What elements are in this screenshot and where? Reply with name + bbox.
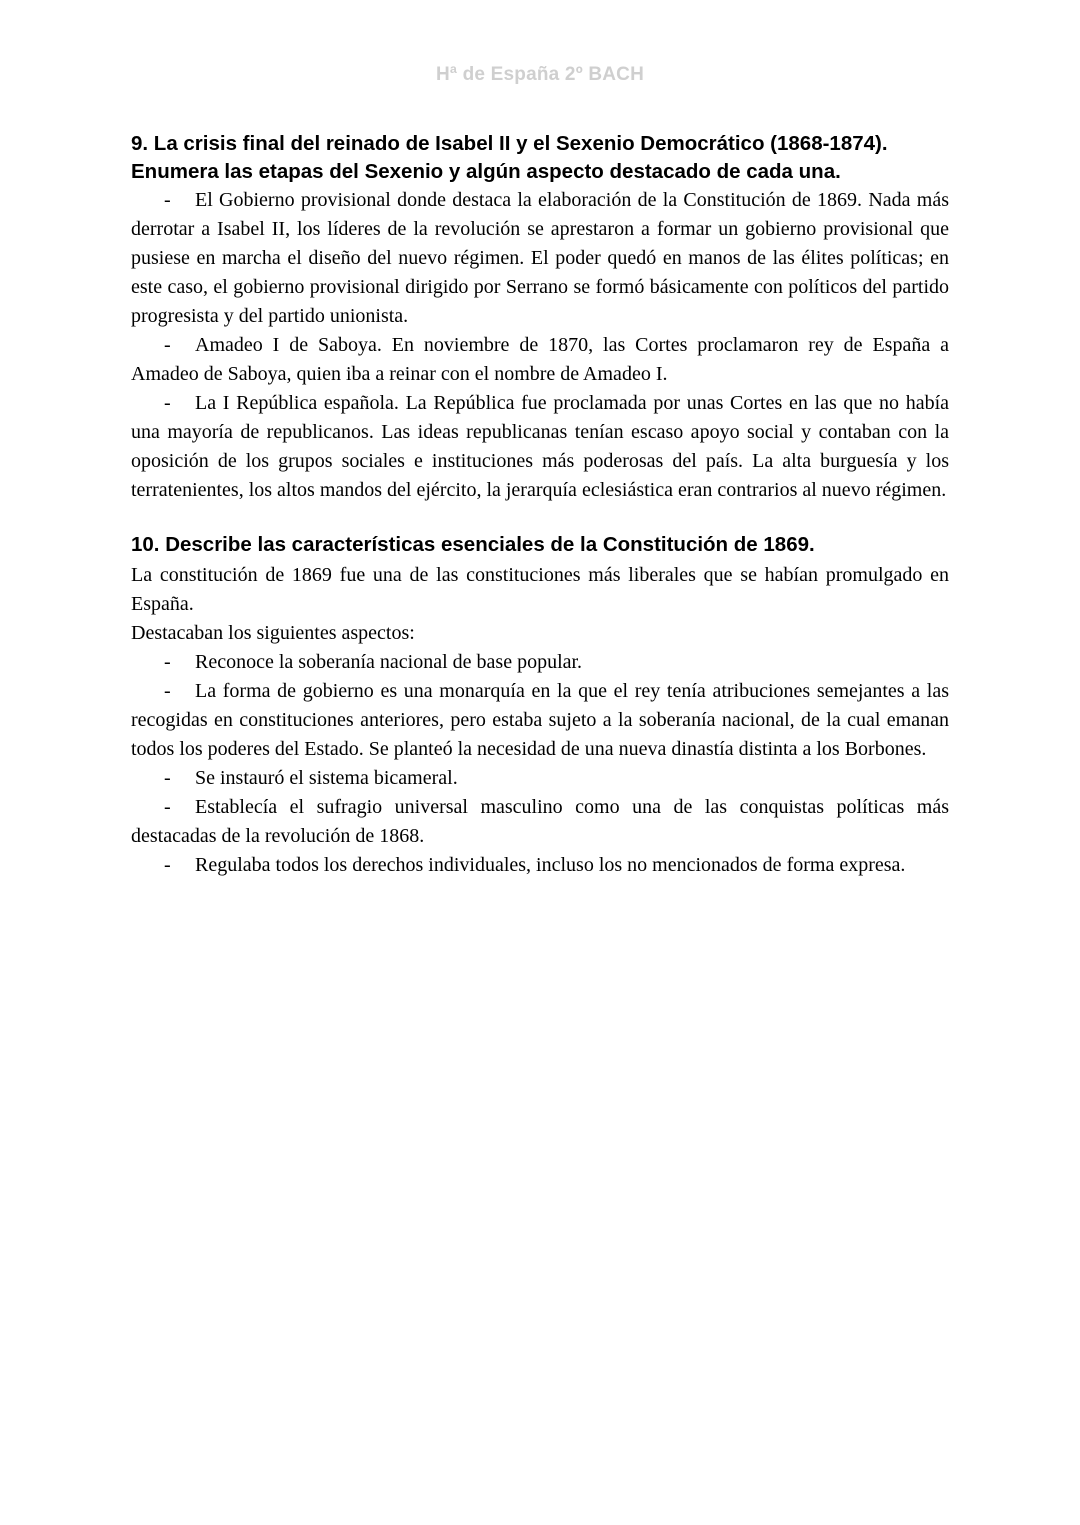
running-header: Hª de España 2º BACH: [435, 64, 645, 85]
section-10-bullet: [131, 677, 949, 764]
section-9-bullet: [131, 186, 949, 331]
bullet-dash: -: [164, 796, 171, 818]
bullet-text: La forma de gobierno es una monarquía en la que el rey tenía atribuciones semejantes a las recogidas en constituciones anteriores, pero estaba sujeto a la soberanía nacional, de la cual emanan todos los poderes del Estado. Se planteó la necesidad de una nueva dinastía distinta a los Borbones.: [131, 680, 949, 760]
section-9-bullet: [131, 331, 949, 389]
bullet-text: Regulaba todos los derechos individuales, incluso los no mencionados de forma expresa.: [195, 854, 906, 876]
section-10-bullet: [131, 851, 949, 880]
bullet-dash: -: [164, 334, 171, 356]
section-10-lead: Destacaban los siguientes aspectos:: [131, 622, 415, 644]
bullet-dash: -: [164, 767, 171, 789]
bullet-text: El Gobierno provisional donde destaca la elaboración de la Constitución de 1869. Nada más derrotar a Isabel II, los líderes de la revolución se aprestaron a formar un gobierno provisional que pusiese en marcha el diseño del nuevo régimen. El poder quedó en manos de las élites políticas; en este caso, el gobierno provisional dirigido por Serrano se formó básicamente con políticos del partido progresista y del partido unionista.: [131, 189, 949, 327]
section-10-intro: La constitución de 1869 fue una de las constituciones más liberales que se habían promulgado en España.: [131, 564, 949, 615]
document-content: [131, 130, 949, 880]
section-9-heading: 9. La crisis final del reinado de Isabel II y el Sexenio Democrático (1868-1874). Enumera las etapas del Sexenio y algún aspecto destacado de cada una.: [131, 132, 888, 183]
section-10-bullet: [131, 793, 949, 851]
section-divider-space: [131, 505, 949, 531]
section-10-heading: 10. Describe las características esenciales de la Constitución de 1869.: [131, 533, 815, 556]
bullet-text: Reconoce la soberanía nacional de base popular.: [195, 651, 583, 673]
bullet-dash: -: [164, 680, 171, 702]
section-10-bullet: [131, 764, 949, 793]
bullet-text: La I República española. La República fue proclamada por unas Cortes en las que no había una mayoría de republicanos. Las ideas republicanas tenían escaso apoyo social y contaban con la oposición de los grupos sociales e instituciones más poderosas del país. La alta burguesía y los terratenientes, los altos mandos del ejército, la jerarquía eclesiástica eran contrarios al nuevo régimen.: [131, 392, 949, 501]
bullet-dash: -: [164, 392, 171, 414]
bullet-text: Se instauró el sistema bicameral.: [195, 767, 458, 789]
bullet-text: Amadeo I de Saboya. En noviembre de 1870, las Cortes proclamaron rey de España a Amadeo de Saboya, quien iba a reinar con el nombre de Amadeo I.: [131, 334, 949, 385]
bullet-dash: -: [164, 651, 171, 673]
bullet-dash: -: [164, 189, 171, 211]
bullet-dash: -: [164, 854, 171, 876]
section-10-bullet: [131, 648, 949, 677]
bullet-text: Establecía el sufragio universal masculino como una de las conquistas políticas más destacadas de la revolución de 1868.: [131, 796, 949, 847]
section-9-bullet: [131, 389, 949, 505]
